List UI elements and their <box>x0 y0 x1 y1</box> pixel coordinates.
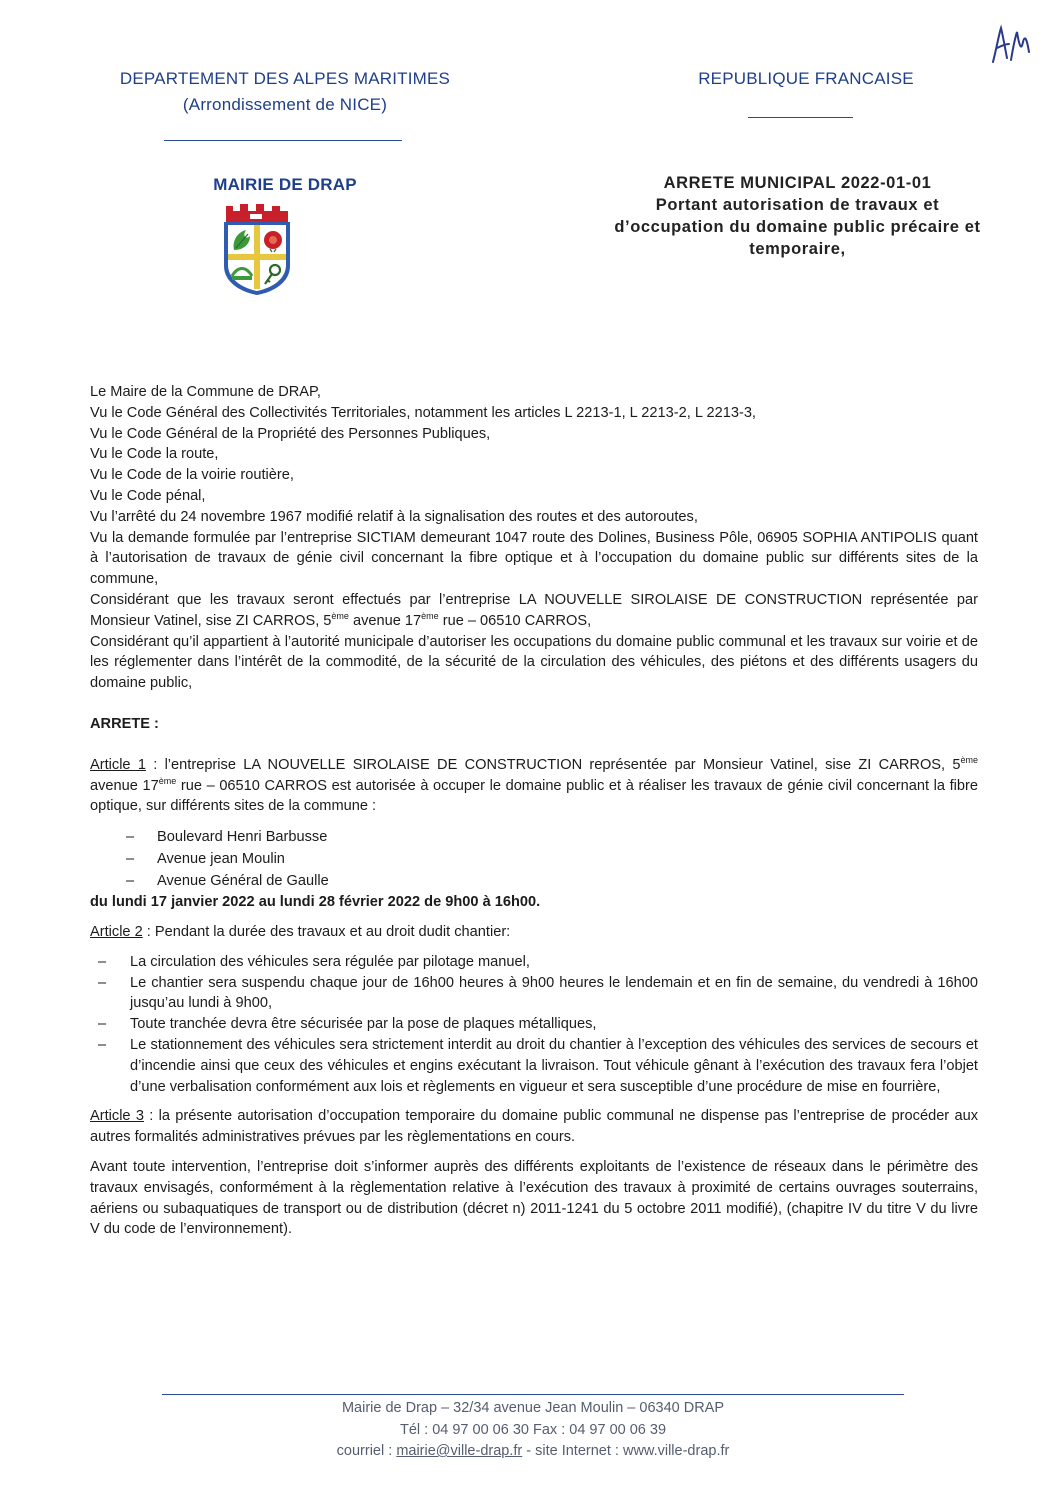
article-3 <box>90 1106 978 1148</box>
arrete-heading: ARRETE : <box>90 715 159 732</box>
rule-text: La circulation des véhicules sera régulée par pilotage manuel, <box>130 953 530 970</box>
decree-subject-line-3: temporaire, <box>749 240 846 258</box>
decree-number: ARRETE MUNICIPAL 2022-01-01 <box>663 174 932 192</box>
mairie-name: MAIRIE DE DRAP <box>213 175 357 194</box>
article-1-text: rue – 06510 CARROS est autorisée à occuper le domaine public et à réaliser les travaux de génie civil concernant la fibre optique, sur différents sites de la commune : <box>90 777 978 815</box>
superscript: ème <box>331 610 349 621</box>
site-name: Avenue Général de Gaulle <box>157 873 329 890</box>
footer-phone: Tél : 04 97 00 06 30 Fax : 04 97 00 06 39 <box>399 1421 667 1438</box>
preamble-line: Vu le Code de la voirie routière, <box>90 467 294 484</box>
footer <box>162 1398 904 1463</box>
footer-address: Mairie de Drap – 32/34 avenue Jean Moulin – 06340 DRAP <box>341 1400 725 1416</box>
demande-paragraph: Vu la demande formulée par l’entreprise SICTIAM demeurant 1047 route des Dolines, Business Pôle, 06905 SOPHIA ANTIPOLIS quant à l’autorisation de travaux de génie civil concernant la fibre optique et à l’occupation du domaine public sur différents sites de la commune, <box>90 529 978 588</box>
republic-name: REPUBLIQUE FRANCAISE <box>698 69 914 88</box>
preamble-line: Le Maire de la Commune de DRAP, <box>90 384 321 400</box>
coat-of-arms-icon <box>220 200 294 296</box>
sites-list <box>90 826 978 892</box>
superscript: ème <box>960 754 979 765</box>
article-3-text: : la présente autorisation d’occupation temporaire du domaine public communal ne dispense pas l’entreprise de procéder aux autres formalités administratives prévues par les règlementations en cours. <box>90 1108 978 1146</box>
article-1-text: : l’entreprise LA NOUVELLE SIROLAISE DE CONSTRUCTION représentée par Monsieur Vatinel, sise ZI CARROS, 5 <box>145 756 961 773</box>
article-2-label: Article 2 <box>90 923 143 940</box>
article-2-intro <box>90 922 978 943</box>
considerant-company-text: rue – 06510 CARROS, <box>438 612 592 629</box>
article-1 <box>90 755 978 817</box>
header-left-divider <box>164 140 402 141</box>
preamble-line: Vu le Code Général de la Propriété des Personnes Publiques, <box>90 425 491 442</box>
preamble-line: Vu le Code Général des Collectivités Territoriales, notamment les articles L 2213-1, L 2213-2, L 2213-3, <box>90 404 756 421</box>
decree-subject-line-2: d’occupation du domaine public précaire et <box>614 218 981 236</box>
article-2-list <box>90 952 978 1098</box>
rule-text: Le stationnement des véhicules sera strictement interdit au droit du chantier à l’exception des véhicules des services de secours et d’incendie ainsi que ceux des véhicules et engins exécutant la livraison. Tout véhicule gênant à l’exécution des travaux fera l’objet d’une verbalisation conformément aux lois et règlements en vigueur et sera susceptible d’une procédure de mise en fourrière, <box>130 1036 978 1095</box>
decree-body <box>90 382 978 1240</box>
arrondissement: (Arrondissement de NICE) <box>182 95 388 114</box>
rule-text: Le chantier sera suspendu chaque jour de 16h00 heures à 9h00 heures le lendemain et en fin de semaine, du vendredi à 16h00 jusqu’au lundi à 9h00, <box>130 974 978 1012</box>
list-item: – Toute tranchée devra être sécurisée par la pose de plaques métalliques, <box>98 1016 597 1033</box>
list-item: – Boulevard Henri Barbusse <box>126 829 328 846</box>
considerant-company <box>90 590 978 632</box>
footer-website: - site Internet : www.ville-drap.fr <box>522 1443 730 1459</box>
superscript: ème <box>421 610 439 621</box>
list-item: – La circulation des véhicules sera régulée par pilotage manuel, <box>98 953 530 970</box>
footer-contact <box>162 1441 904 1463</box>
article-3-label: Article 3 <box>90 1108 144 1125</box>
list-item: – Le stationnement des véhicules sera strictement interdit au droit du chantier à l’exception des véhicules des services de secours et d’incendie ainsi que ceux des véhicules et engins exécutant la livraison. Tout véhicule gênant à l’exécution des travaux fera l’objet d’une verbalisation conformément aux lois et règlements en vigueur et sera susceptible d’une procédure de mise en fourrière, <box>98 1036 978 1095</box>
article-1-label: Article 1 <box>90 756 146 773</box>
list-item: – Avenue jean Moulin <box>126 851 285 868</box>
site-name: Boulevard Henri Barbusse <box>157 829 328 846</box>
considerant-company-text: avenue 17 <box>348 612 422 629</box>
handwritten-initials-icon <box>985 22 1037 68</box>
header-right-divider <box>748 117 853 118</box>
article-2-text: : Pendant la durée des travaux et au droit dudit chantier: <box>142 923 511 940</box>
list-item: – Avenue Général de Gaulle <box>126 873 329 890</box>
superscript: ème <box>158 775 177 786</box>
article-1-text: avenue 17 <box>90 777 159 794</box>
considerant-company-text: Considérant que les travaux seront effectués par l’entreprise LA NOUVELLE SIROLAISE DE CONSTRUCTION représentée par Monsieur Vatinel, sise ZI CARROS, 5 <box>90 591 978 629</box>
footer-divider <box>162 1394 904 1395</box>
preamble-line: Vu l’arrêté du 24 novembre 1967 modifié relatif à la signalisation des routes et des autoroutes, <box>90 508 698 525</box>
email-link[interactable]: mairie@ville-drap.fr <box>396 1443 523 1459</box>
footer-email-prefix: courriel : <box>336 1443 397 1459</box>
preamble-line: Vu le Code pénal, <box>90 487 206 504</box>
considerant-authority: Considérant qu’il appartient à l’autorité municipale d’autoriser les occupations du domaine public communal et les travaux sur voirie et de les réglementer dans l’intérêt de la commodité, de la sécurité de la circulation des véhicules, des piétons et des différents usagers du domaine public, <box>90 633 978 692</box>
list-item: – Le chantier sera suspendu chaque jour de 16h00 heures à 9h00 heures le lendemain et en fin de semaine, du vendredi à 16h00 jusqu’au lundi à 9h00, <box>98 974 978 1012</box>
decree-title <box>560 172 1035 260</box>
avant-toute-intervention: Avant toute intervention, l’entreprise doit s’informer auprès des différents exploitants de l’existence de réseaux dans le périmètre des travaux envisagés, conformément à la règlementation relative à l’exécution des travaux à proximité de certains ouvrages souterrains, aériens ou subaquatiques de transport ou de distribution (décret n) 2011-1241 du 5 octobre 2011 modifié), (chapitre IV du titre V du livre V du code de l’environnement). <box>90 1158 978 1238</box>
decree-subject-line-1: Portant autorisation de travaux et <box>655 196 940 214</box>
preamble-line: Vu le Code la route, <box>90 446 219 463</box>
rule-text: Toute tranchée devra être sécurisée par la pose de plaques métalliques, <box>130 1016 597 1033</box>
department-name: DEPARTEMENT DES ALPES MARITIMES <box>119 69 451 88</box>
site-name: Avenue jean Moulin <box>157 851 285 868</box>
authorization-dates: du lundi 17 janvier 2022 au lundi 28 février 2022 de 9h00 à 16h00. <box>90 894 541 911</box>
